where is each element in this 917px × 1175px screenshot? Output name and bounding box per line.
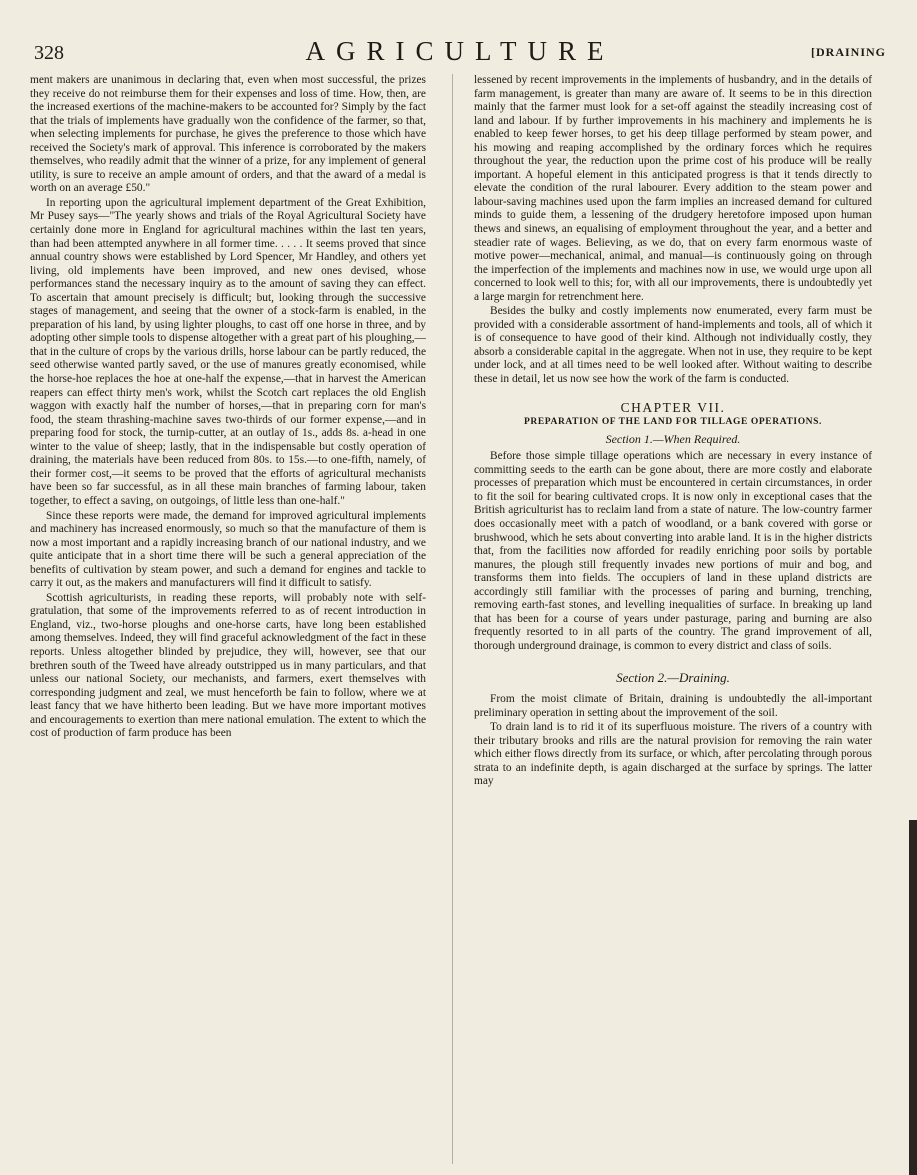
running-title: AGRICULTURE <box>305 36 615 66</box>
section-heading: Section 2.—Draining. <box>616 670 730 686</box>
paragraph: Before those simple tillage operations which are necessary in every instance of committing seeds to the earth can be gone about, there are more costly and elaborate processes of preparation which must be encountered in certain circumstances, in order to fit the soil for bearing cultivated crops. It is now only in exceptional cases that the British agriculturist has to reclaim land from a state of nature. The low-country farmer does occasionally meet with a patch of woodland, or a bank covered with gorse or brushwood, which he sets about converting into arable land. It is in the higher districts that, from the facilities now afforded for readily enriching poor soils by portable manures, the plough still frequently invades new portions of muir and bog, and transforms them into fields. The occupiers of land in these upland districts are accordingly still familiar with the processes of paring and burning, trenching, removing earth-fast stones, and levelling inequalities of surface. In breaking up land that has been for a course of years under pasturage, paring and burning are also frequently resorted to in all parts of the country. The grand improvement of all, thorough underground drainage, is common to every district and class of soils. <box>474 450 872 652</box>
paragraph: ment makers are unanimous in declaring that, even when most successful, the prizes they receive do not reimburse them for their expenses and loss of time. How, then, are the increased exertions of the machine-makers to be accounted for? Simply by the fact that the trials of implements have gradually won the confidence of the farmer, so that, when selecting implements for purchase, he gives the preference to those which have received the Society's mark of approval. This inference is corroborated by the makers themselves, who readily admit that the winner of a prize, for any implement of general utility, is sure to receive an ample amount of orders, and that the award of a medal is worth on an average £50." <box>30 74 426 195</box>
paragraph: Since these reports were made, the demand for improved agricultural implements and machinery has increased enormously, so much so that the manufacture of them is now a most important and a rapidly increasing branch of our national industry, and we quite anticipate that in a short time there will be such a general appreciation of the benefits of cultivation by steam power, and such a demand for engines and tackle to carry it out, as the makers and manufacturers will find it difficult to satisfy. <box>30 509 426 590</box>
paragraph: lessened by recent improvements in the implements of husbandry, and in the details of farm management, is greater than many are aware of. It seems to be in this direction mainly that the farmer must look for a set-off against the steadily increasing cost of land and labour. If by further improvements in his machinery and implements he is enabled to keep fewer horses, to get his deep tillage performed by steam power, and his mowing and reaping accomplished by the ordinary forces which he requires throughout the year, the reduction upon the prime cost of his produce will be really important. A hopeful element in this anticipated progress is that it tends directly to elevate the condition of the rural labourer. Every addition to the steam power and labour-saving machines used upon the farm implies an increased demand for cultured minds to guide them, a lessening of the drudgery heretofore imposed upon human thews and sinews, an equalising of employment throughout the year, and a better and steadier rate of wages. Believing, as we do, that on every farm enormous waste of motive power—mechanical, animal, and manual—is continuously going on through the imperfection of the implements and machines now in use, we would urge upon all concerned to look well to this; for, with all our improvements, there is undoubtedly yet a large margin for retrenchment here. <box>474 74 872 303</box>
section-heading: Section 1.—When Required. <box>605 431 741 446</box>
chapter-title: CHAPTER VII. <box>620 399 726 415</box>
paragraph: Besides the bulky and costly implements now enumerated, every farm must be provided with a considerable assortment of hand-implements and tools, all of which it is of consequence to have good of their kind. Although not individually costly, they absorb a considerable capital in the aggregate. When not in use, they require to be kept under lock, and at all times need to be well looked after. Without waiting to describe these in detail, let us now see how the work of the farm is conducted. <box>474 305 872 386</box>
chapter-subtitle: PREPARATION OF THE LAND FOR TILLAGE OPERATIONS. <box>523 417 823 428</box>
column-divider <box>452 74 453 1164</box>
right-column <box>474 74 872 1164</box>
left-column <box>30 74 426 1164</box>
page-number: 328 <box>34 42 64 64</box>
paragraph: In reporting upon the agricultural implement department of the Great Exhibition, Mr Pusey says—"The yearly shows and trials of the Royal Agricultural Society have certainly done more in England for agricultural machines within the last ten years, than had been attempted anywhere in all former time. . . . . It seems proved that since annual country shows were established by Lord Spencer, Mr Handley, and others yet living, old implements have been improved, and new ones devised, whose performances stand the necessary inquiry as to the amount of saving they can effect. To ascertain that amount precisely is difficult; but, looking through the successive stages of management, and seeing that the owner of a stock-farm is enabled, in the preparation of his land, by using lighter ploughs, to cast off one horse in three, and by adopting other simple tools to dispense altogether with a great part of his ploughing,—that in the culture of crops by the various drills, horse labour can be partly reduced, the seed otherwise wanted partly saved, or the use of manures greatly economised, while the horse-hoe replaces the hoe at one-half the expense,—that in harvest the American reapers can effect thirty men's work, whilst the Scotch cart replaces the old English waggon with exactly half the number of horses,—that in preparing corn for man's food, the steam thrashing-machine saves two-thirds of our former expense,—and in preparing food for stock, the turnip-cutter, at an outlay of 1s., adds 8s. a-head in one winter to the value of sheep; lastly, that in the indispensable but costly operation of draining, the materials have been reduced from 80s. to 15s.—to one-fifth, namely, of their former cost,—it seems to be proved that the efforts of agricultural mechanists have been so far successful, as in all these main branches of farming labour, taken together, to effect a saving, on outgoings, of little less than one-half." <box>30 196 426 507</box>
paragraph: To drain land is to rid it of its superfluous moisture. The rivers of a country with their tributary brooks and rills are the natural provision for removing the rain water which either flows directly from its surface, or which, after percolating through porous strata to an indefinite depth, is again discharged at the surface by springs. The latter may <box>474 721 872 788</box>
paragraph: From the moist climate of Britain, draining is undoubtedly the all-important preliminary operation in setting about the improvement of the soil. <box>474 692 872 719</box>
page-header <box>34 36 886 76</box>
page-edge-shadow <box>909 820 917 1175</box>
paragraph: Scottish agriculturists, in reading these reports, will probably note with self-gratulation, that some of the improvements referred to as of recent introduction in England, viz., two-horse ploughs and one-horse carts, have long been established among themselves. Indeed, they will find graceful acknowledgment of the fact in these reports. Unless altogether blinded by prejudice, they will, however, see that our brethren south of the Tweed have already outstripped us in many particulars, and that unless our national Society, our mechanists, and farmers, exert themselves with corresponding judgment and zeal, we must henceforth be fain to follow, where we at least fancy that we have hitherto been leading. But we have more important motives and encouragements to exertion than mere national emulation. The extent to which the cost of production of farm produce has been <box>30 591 426 740</box>
section-tag: [DRAINING <box>811 45 886 59</box>
